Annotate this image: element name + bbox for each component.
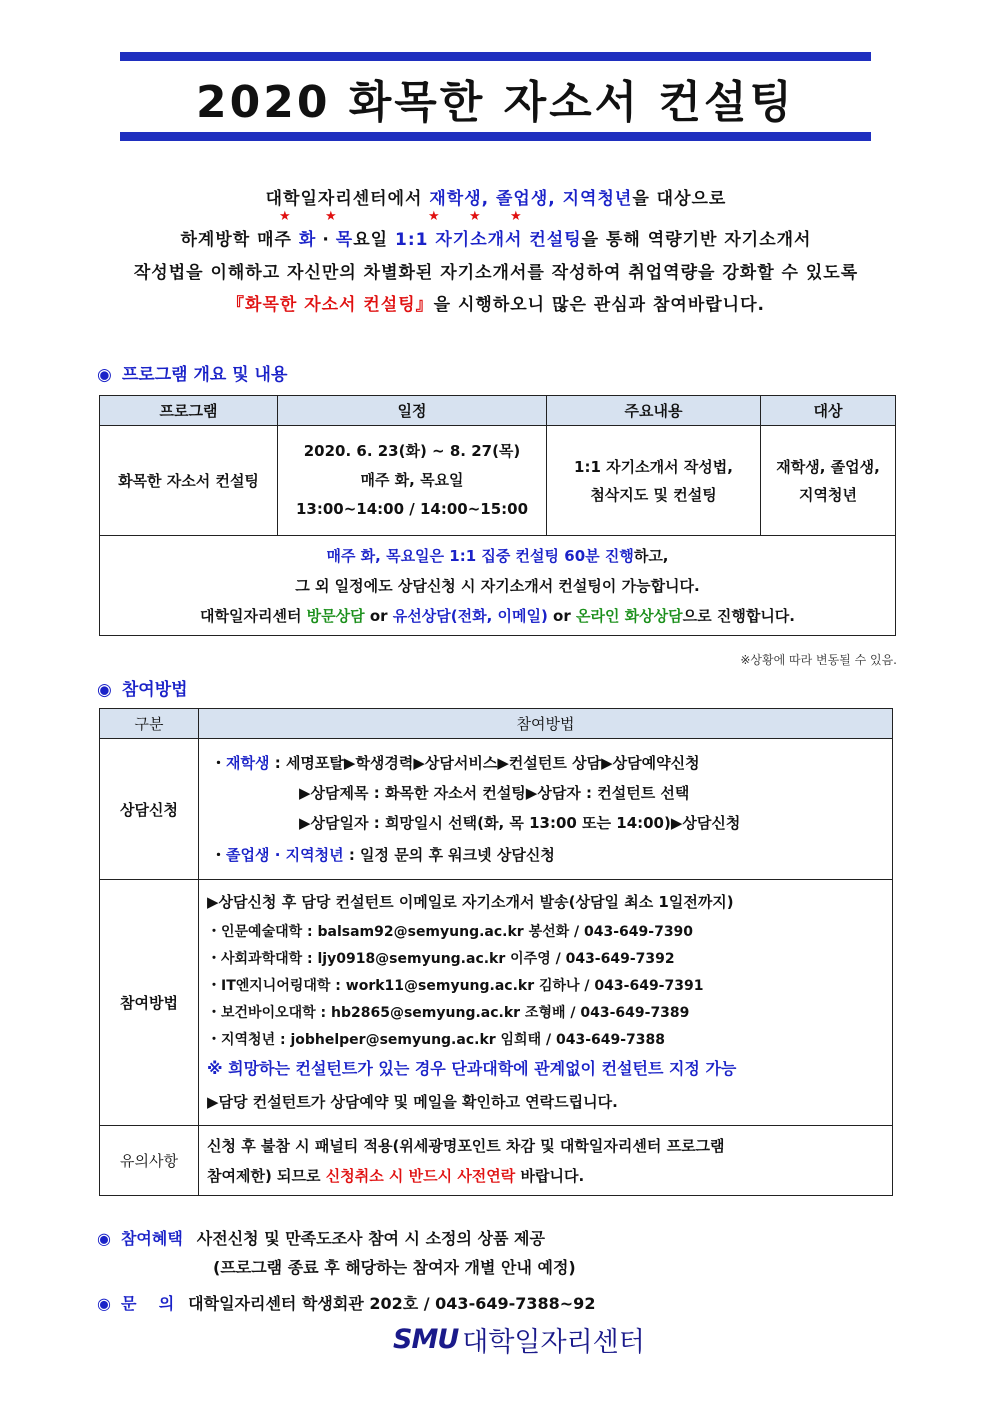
cell-content [547, 426, 761, 536]
intro-line-3: 작성법을 이해하고 자신만의 차별화된 자기소개서를 작성하여 취업역량을 강화할 수 있도록 [133, 263, 859, 283]
notice-visit: 방문상담 [306, 606, 365, 625]
star-icon: ★ [469, 209, 481, 224]
cell-schedule [278, 426, 547, 536]
notice-line-1 [100, 541, 895, 571]
contact-humanities: ・인문예술대학 : balsam92@semyung.ac.kr 봉선화 / 043-649-7390 [207, 924, 694, 940]
caution-text [199, 1126, 893, 1196]
schedule-times: 13:00~14:00 / 14:00~15:00 [295, 500, 529, 518]
star-icon: ★ [279, 209, 291, 224]
notice-highlight: 매주 화, 목요일은 1:1 집중 컨설팅 60분 진행 [326, 546, 634, 565]
notice-text: or [364, 606, 393, 625]
content-line: 1:1 자기소개서 작성법, [574, 457, 733, 476]
contact-health-bio: ・보건바이오대학 : hb2865@semyung.ac.kr 조형배 / 043-649-7389 [207, 1005, 690, 1021]
row-label-caution: 유의사항 [100, 1126, 199, 1196]
notice-text: 하고, [633, 546, 669, 565]
bullet-circle-icon: ◉ [97, 1229, 111, 1248]
intro-text: 을 통해 역량기반 자기소개서 [581, 230, 812, 250]
page-title: 2020 화목한 자소서 컨설팅 [196, 77, 795, 128]
apply-line-2: ▶상담제목 : 화목한 자소서 컨설팅▶상담자 : 컨설턴트 선택 [299, 784, 690, 802]
method-line-1: ▶상담신청 후 담당 컨설턴트 이메일로 자기소개서 발송(상담일 최소 1일전까지) [207, 893, 734, 911]
notice-text: or [547, 606, 576, 625]
section-title: 프로그램 개요 및 내용 [121, 365, 288, 385]
title-top-bar [120, 52, 871, 61]
intro-text: 하계방학 매주 [180, 230, 299, 250]
bullet: ・ [211, 754, 227, 772]
program-notice [100, 536, 896, 636]
method-table [99, 708, 893, 1196]
notice-online: 온라인 화상상담 [575, 606, 683, 625]
section-title: 참여방법 [121, 680, 188, 700]
schedule-dates: 2020. 6. 23(화) ~ 8. 27(목) [303, 442, 521, 460]
apply-line-4 [211, 840, 892, 870]
notice-line-2: 그 외 일정에도 상담신청 시 자기소개서 컨설팅이 가능합니다. [295, 576, 700, 595]
caution-text-part: 참여제한) 되므로 [207, 1166, 326, 1185]
intro-day-tue: 화 [298, 230, 317, 250]
method-details [199, 880, 893, 1126]
intro-text: 대학일자리센터에서 [265, 189, 430, 209]
target-line: 지역청년 [799, 485, 857, 504]
method-line-last: ▶담당 컨설턴트가 상담예약 및 메일을 확인하고 연락드립니다. [207, 1093, 618, 1111]
bullet: ・ [211, 846, 227, 864]
apply-graduate-label: 졸업생 · 지역청년 [226, 846, 344, 864]
contact-text: 대학일자리센터 학생회관 202호 / 043-649-7388~92 [188, 1294, 596, 1313]
logo-text: 대학일자리센터 [462, 1327, 645, 1358]
benefit-label: 참여혜택 [120, 1229, 183, 1248]
col-header-category: 구분 [100, 709, 199, 739]
caution-highlight: 신청취소 시 반드시 사전연락 [325, 1166, 516, 1185]
bullet-circle-icon: ◉ [97, 365, 112, 385]
apply-steps [199, 739, 893, 880]
apply-line-3: ▶상담일자 : 희망일시 선택(화, 목 13:00 또는 14:00)▶상담신청 [299, 814, 741, 832]
change-note: ※상황에 따라 변동될 수 있음. [740, 653, 897, 667]
caution-line-1: 신청 후 불참 시 패널티 적용(위세광명포인트 차감 및 대학일자리센터 프로그램 [207, 1136, 725, 1155]
contact-social-science: ・사회과학대학 : ljy0918@semyung.ac.kr 이주영 / 043-649-7392 [207, 951, 675, 967]
benefit-line-2: (프로그램 종료 후 해당하는 참여자 개별 안내 예정) [213, 1258, 576, 1277]
apply-text: : 일정 문의 후 워크넷 상담신청 [343, 846, 555, 864]
intro-line-2 [60, 225, 932, 250]
content-line: 첨삭지도 및 컨설팅 [590, 485, 717, 504]
apply-student-label: 재학생 [226, 754, 270, 772]
cell-target [761, 426, 896, 536]
caution-text-part: 바랍니다. [515, 1166, 585, 1185]
program-table [99, 395, 896, 636]
star-icon: ★ [510, 209, 522, 224]
notice-line-3 [100, 601, 895, 631]
bullet-circle-icon: ◉ [97, 1294, 111, 1313]
col-header-method: 참여방법 [199, 709, 893, 739]
notice-text: 으로 진행합니다. [682, 606, 795, 625]
caution-line-2 [207, 1161, 892, 1191]
target-line: 재학생, 졸업생, [776, 457, 880, 476]
intro-target-highlight: 재학생, 졸업생, 지역청년 [429, 189, 633, 209]
schedule-days: 매주 화, 목요일 [360, 471, 464, 489]
row-label-method: 참여방법 [100, 880, 199, 1126]
bullet-circle-icon: ◉ [97, 680, 112, 700]
star-icon: ★ [428, 209, 440, 224]
intro-consulting-highlight: 1:1 자기소개서 컨설팅 [394, 230, 582, 250]
intro-line-4 [60, 290, 932, 315]
intro-text: 을 시행하오니 많은 관심과 참여바랍니다. [433, 295, 765, 315]
intro-program-name: 『화목한 자소서 컨설팅』 [227, 295, 434, 315]
col-header-target: 대상 [761, 396, 896, 426]
contact-it-engineering: ・IT엔지니어링대학 : work11@semyung.ac.kr 김하나 / 043-649-7391 [207, 978, 704, 994]
consultant-designation-note: ※ 희망하는 컨설턴트가 있는 경우 단과대학에 관계없이 컨설턴트 지정 가능 [207, 1059, 737, 1078]
benefit-text: 사전신청 및 만족도조사 참여 시 소정의 상품 제공 [196, 1229, 545, 1248]
col-header-schedule: 일정 [278, 396, 547, 426]
intro-text: · [322, 230, 330, 250]
title-bottom-bar [120, 132, 871, 141]
notice-phone-email: 유선상담(전화, 이메일) [392, 606, 548, 625]
apply-line-1 [211, 748, 892, 778]
intro-text: 요일 [353, 230, 395, 250]
center-logo [393, 1320, 645, 1359]
apply-text: : 세명포탈▶학생경력▶상담서비스▶컨설턴트 상담▶상담예약신청 [269, 754, 700, 772]
section-program-heading [97, 360, 287, 385]
contact-local-youth: ・지역청년 : jobhelper@semyung.ac.kr 임희태 / 043-649-7388 [207, 1032, 665, 1048]
row-label-apply: 상담신청 [100, 739, 199, 880]
col-header-program: 프로그램 [100, 396, 278, 426]
intro-text: 을 대상으로 [632, 189, 727, 209]
intro-line-1 [60, 184, 932, 209]
smu-logo-mark: SMU [393, 1324, 459, 1355]
notice-text: 대학일자리센터 [200, 606, 307, 625]
section-method-heading [97, 675, 188, 700]
cell-program: 화목한 자소서 컨설팅 [100, 426, 278, 536]
contact-line [97, 1291, 595, 1314]
intro-day-thu: 목 [335, 230, 354, 250]
benefit-line-1 [97, 1226, 545, 1249]
col-header-content: 주요내용 [547, 396, 761, 426]
star-icon: ★ [325, 209, 337, 224]
contact-label: 문 의 [120, 1294, 175, 1313]
